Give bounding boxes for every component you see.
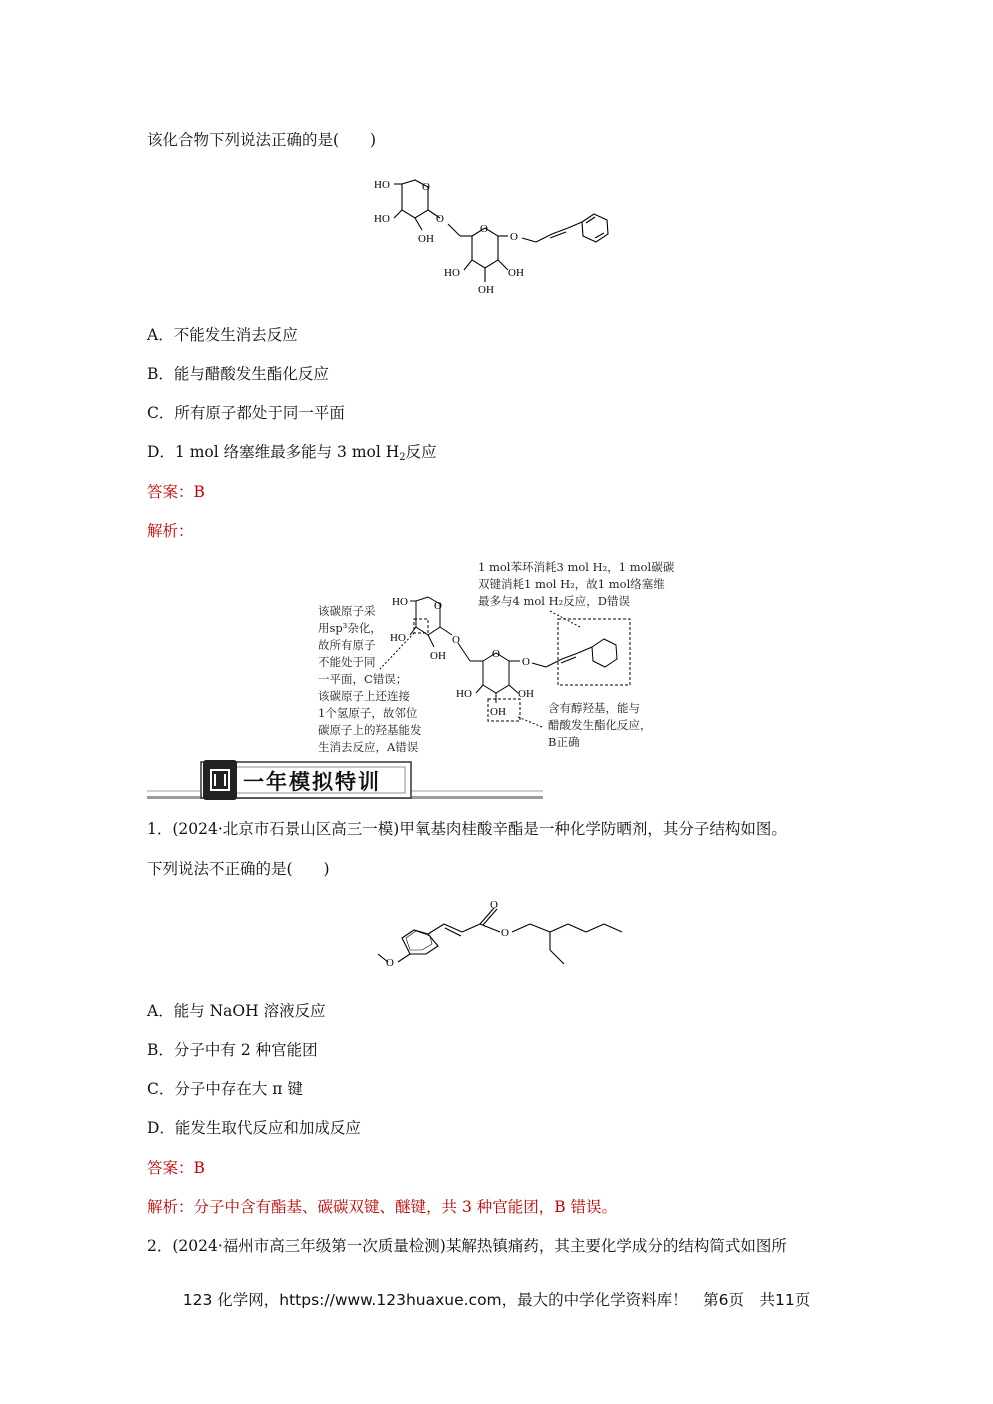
analysis: 解析：分子中含有酯基、碳碳双键、醚键，共 3 种官能团，B 错误。 xyxy=(147,1198,618,1216)
option-b: B．能与醋酸发生酯化反应 xyxy=(147,365,329,383)
label-o: O xyxy=(501,927,509,939)
option-c: C．分子中存在大 π 键 xyxy=(147,1080,303,1098)
answer: 答案：B xyxy=(147,1159,205,1177)
question-stem: 2．(2024·福州市高三年级第一次质量检测)某解热镇痛药，其主要化学成分的结构简式如图所 xyxy=(147,1237,787,1255)
label-o: O xyxy=(510,231,518,243)
option-a: A．能与 NaOH 溶液反应 xyxy=(147,1002,326,1020)
label-oh: OH xyxy=(490,706,506,718)
label-ho: HO xyxy=(390,632,406,644)
label-o: O xyxy=(492,648,500,660)
section-title: 一年模拟特训 xyxy=(243,770,381,794)
analysis-label: 解析： xyxy=(147,522,194,540)
label-o: O xyxy=(422,181,430,193)
section-banner xyxy=(147,760,543,804)
label-ho: HO xyxy=(456,688,472,700)
label-o: O xyxy=(480,223,488,235)
label-ho: HO xyxy=(392,596,408,608)
question-stem: 1．(2024·北京市石景山区高三一模)甲氧基肉桂酸辛酯是一种化学防晒剂，其分子结构如图。 xyxy=(147,820,787,838)
option-c: C．所有原子都处于同一平面 xyxy=(147,404,345,422)
label-o: O xyxy=(522,656,530,668)
label-oh: OH xyxy=(430,650,446,662)
label-ho: HO xyxy=(444,267,460,279)
label-o: O xyxy=(452,634,460,646)
molecule-structure-figure-2 xyxy=(360,898,630,980)
label-o: O xyxy=(490,899,498,911)
label-o: O xyxy=(386,957,394,969)
answer: 答案：B xyxy=(147,483,205,501)
label-oh: OH xyxy=(508,267,524,279)
label-o: O xyxy=(434,600,442,612)
label-ho: HO xyxy=(374,179,390,191)
page-footer: 123 化学网，https://www.123huaxue.com，最大的中学化学资料库！ 第6页 共11页 xyxy=(182,1291,811,1309)
molecule-structure-figure xyxy=(370,172,620,302)
annotation-top-right: 1 mol苯环消耗3 mol H₂，1 mol碳碳 双键消耗1 mol H₂，故1 mol络塞维 最多与4 mol H₂反应，D错误 xyxy=(478,560,675,608)
analysis-annotated-figure xyxy=(318,557,688,752)
label-oh: OH xyxy=(478,284,494,296)
question-stem-cont: 下列说法不正确的是( ) xyxy=(147,860,330,878)
annotation-left: 该碳原子采 用sp³杂化， 故所有原子 不能处于同 一平面，C错误； 该碳原子上还连接 1个氢原子，故邻位 碳原子上的羟基能发 生消去反应，A错误 xyxy=(318,604,422,754)
label-oh: OH xyxy=(518,688,534,700)
option-b: B．分子中有 2 种官能团 xyxy=(147,1041,318,1059)
option-a: A．不能发生消去反应 xyxy=(147,326,298,344)
annotation-bottom-right: 含有醇羟基，能与 醋酸发生酯化反应， B正确 xyxy=(548,701,652,749)
option-d: D．1 mol 络塞维最多能与 3 mol $H_2$反应 xyxy=(147,443,437,463)
option-d: D．能发生取代反应和加成反应 xyxy=(147,1119,361,1137)
label-oh: OH xyxy=(418,233,434,245)
question-stem: 该化合物下列说法正确的是( ) xyxy=(147,131,377,149)
label-o: O xyxy=(436,213,444,225)
label-ho: HO xyxy=(374,213,390,225)
